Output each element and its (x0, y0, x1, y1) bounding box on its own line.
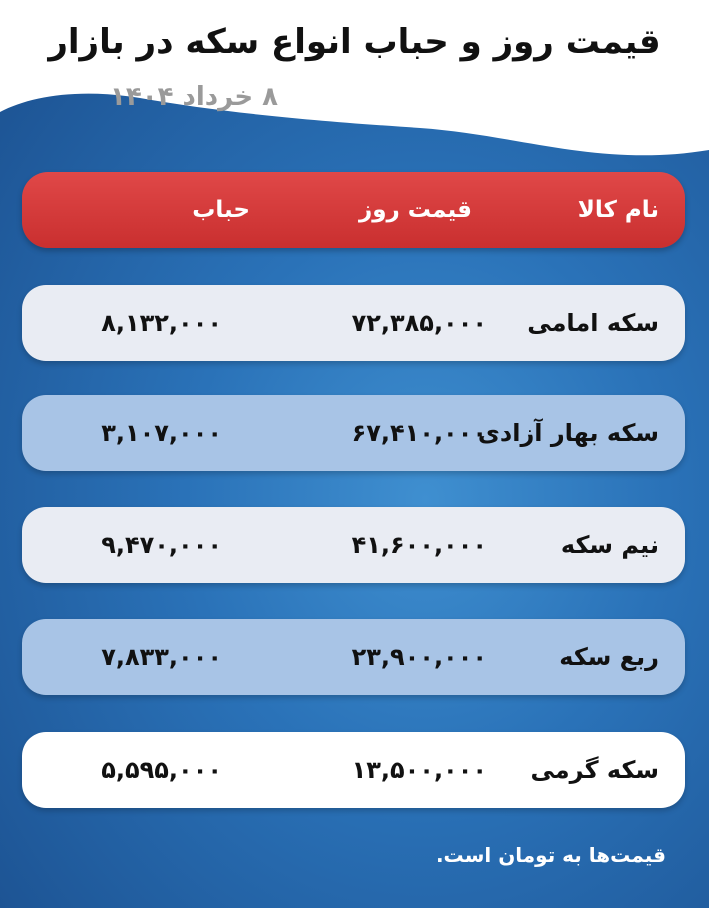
table-header (22, 172, 685, 248)
currency-note: قیمت‌ها به تومان است. (435, 843, 666, 867)
table-row (22, 285, 685, 361)
page-title: قیمت روز و حباب انواع سکه در بازار (48, 22, 661, 62)
row-price: ۱۳,۵۰۰,۰۰۰ (351, 756, 487, 784)
table-row (22, 395, 685, 471)
row-name: نیم سکه (560, 531, 659, 559)
row-price: ۶۷,۴۱۰,۰۰۰ (351, 419, 487, 447)
table-row (22, 507, 685, 583)
row-name: سکه امامی (527, 309, 659, 337)
row-bubble: ۸,۱۳۲,۰۰۰ (101, 309, 222, 337)
date-label: ۸ خرداد ۱۴۰۴ (110, 82, 278, 112)
table-row (22, 732, 685, 808)
row-bubble: ۳,۱۰۷,۰۰۰ (101, 419, 222, 447)
row-price: ۴۱,۶۰۰,۰۰۰ (351, 531, 487, 559)
row-name: سکه گرمی (530, 756, 659, 784)
header-name: نام کالا (577, 197, 659, 223)
row-price: ۲۳,۹۰۰,۰۰۰ (351, 643, 487, 671)
table-row (22, 619, 685, 695)
row-name: سکه بهار آزادی (477, 419, 659, 447)
row-name: ربع سکه (559, 643, 659, 671)
row-bubble: ۵,۵۹۵,۰۰۰ (101, 756, 222, 784)
row-price: ۷۲,۳۸۵,۰۰۰ (351, 309, 487, 337)
header-price: قیمت روز (358, 197, 472, 223)
header-bubble: حباب (192, 197, 250, 223)
row-bubble: ۹,۴۷۰,۰۰۰ (101, 531, 222, 559)
row-bubble: ۷,۸۳۳,۰۰۰ (101, 643, 222, 671)
